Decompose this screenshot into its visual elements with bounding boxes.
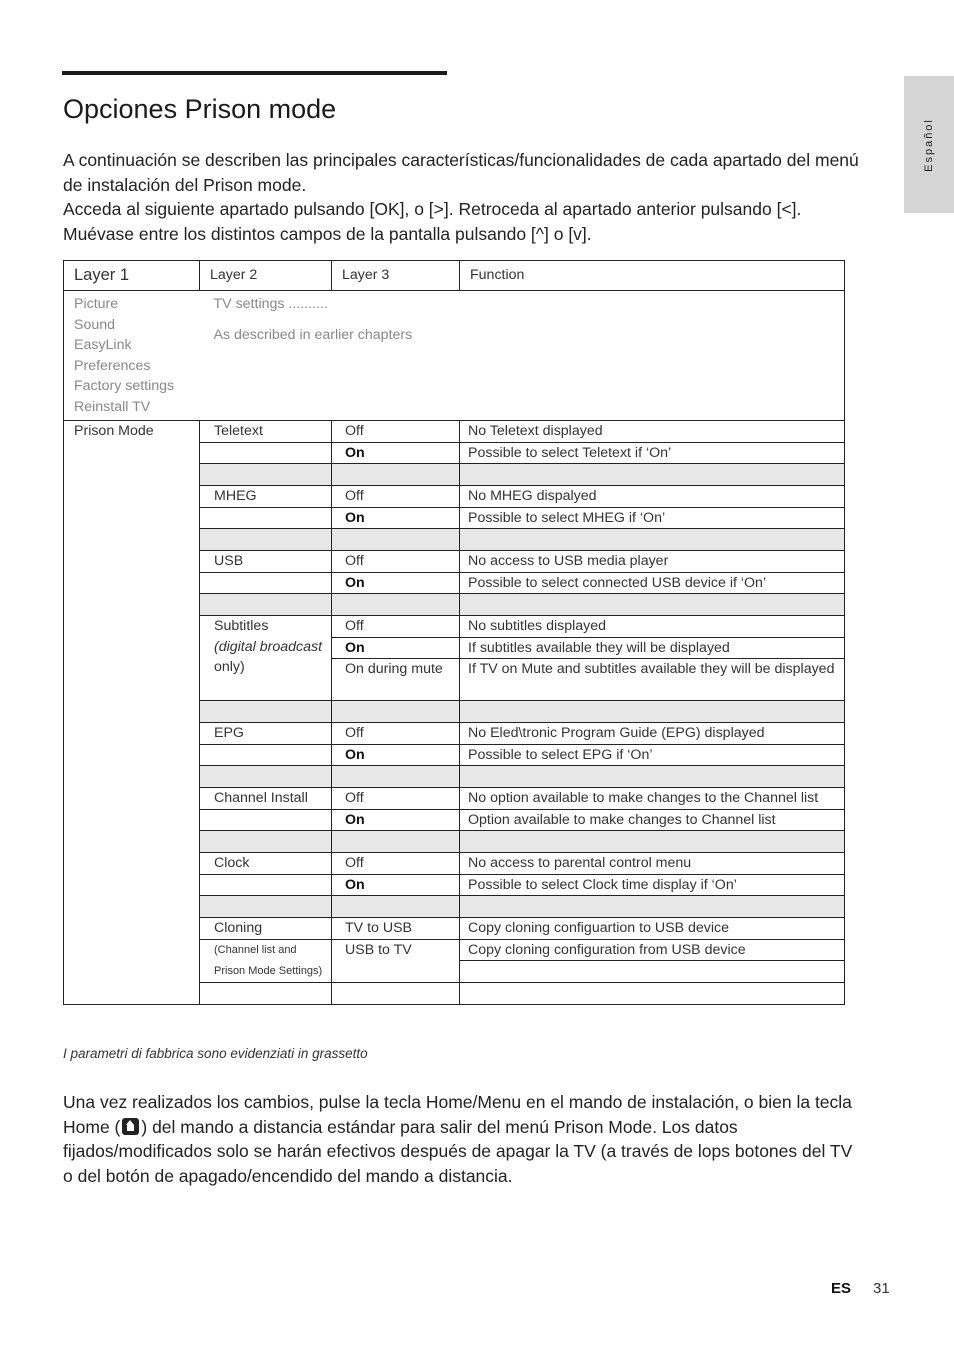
language-tab-label: Español <box>923 117 935 172</box>
usb-label: USB <box>200 551 332 573</box>
cloning-usb-to-tv-fn: Copy cloning configuration from USB device <box>460 939 845 961</box>
language-tab <box>904 76 954 213</box>
table-caption: I parametri di fabbrica sono evidenziati in grassetto <box>63 1046 368 1061</box>
tv-settings-desc <box>200 291 845 421</box>
teletext-on: On <box>345 444 365 461</box>
teletext-off: Off <box>332 421 460 443</box>
home-icon <box>122 1118 139 1135</box>
table-row <box>64 421 845 443</box>
mheg-off: Off <box>332 486 460 508</box>
clock-off-fn: No access to parental control menu <box>460 853 845 875</box>
top-rule <box>62 71 447 75</box>
epg-off-fn: No Eled\tronic Program Guide (EPG) displayed <box>460 723 845 745</box>
table-header-row <box>64 261 845 291</box>
teletext-label: Teletext <box>200 421 332 443</box>
language-code: ES <box>831 1280 852 1297</box>
intro-paragraph-2: Acceda al siguiente apartado pulsando [OK], o [>]. Retroceda al apartado anterior pulsando [<]. Muévase entre los distintos campos de la pantalla pulsando [^] o [v]. <box>63 199 802 244</box>
subtitles-off-fn: No subtitles displayed <box>460 616 845 638</box>
channel-install-off: Off <box>332 788 460 810</box>
page-number: 31 <box>873 1280 890 1297</box>
epg-on-fn: Possible to select EPG if ‘On’ <box>460 744 845 766</box>
channel-install-off-fn: No option available to make changes to the Channel list <box>460 788 845 810</box>
subtitles-mute-fn: If TV on Mute and subtitles available they will be displayed <box>460 659 845 701</box>
cloning-label: Cloning <box>200 918 332 940</box>
prison-mode-table <box>63 260 845 1005</box>
subtitles-note: (digital broadcast <box>214 638 323 655</box>
subtitles-on-fn: If subtitles available they will be displayed <box>460 637 845 659</box>
list-item: Sound <box>74 316 116 333</box>
cloning-note-1: (Channel list and <box>214 943 297 956</box>
clock-label: Clock <box>200 853 332 875</box>
page-title: Opciones Prison mode <box>63 94 337 124</box>
tv-menu-items <box>64 291 200 421</box>
epg-off: Off <box>332 723 460 745</box>
intro <box>63 148 863 246</box>
clock-off: Off <box>332 853 460 875</box>
subtitles-off: Off <box>332 616 460 638</box>
mheg-off-fn: No MHEG dispalyed <box>460 486 845 508</box>
channel-install-on: On <box>345 811 365 828</box>
subtitles-on: On <box>345 639 365 656</box>
cloning-usb-to-tv: USB to TV <box>332 939 460 983</box>
prison-mode-label: Prison Mode <box>64 421 200 1005</box>
list-item: Factory settings <box>74 378 175 394</box>
usb-off-fn: No access to USB media player <box>460 551 845 573</box>
usb-on-fn: Possible to select connected USB device if ‘On’ <box>460 572 845 594</box>
header-layer-2: Layer 2 <box>200 261 332 291</box>
cloning-note-2: Prison Mode Settings) <box>214 964 323 977</box>
tv-settings-note: As described in earlier chapters <box>213 326 413 343</box>
outro-text-1: Una vez realizados los cambios, pulse la tecla Home/Menu en el mando de instalación, o bien la tecla Home ( <box>63 1092 852 1137</box>
epg-label: EPG <box>200 723 332 745</box>
channel-install-on-fn: Option available to make changes to Channel list <box>460 809 845 831</box>
list-item: Reinstall TV <box>74 398 151 415</box>
epg-on: On <box>345 746 365 763</box>
list-item: Picture <box>74 296 119 312</box>
tv-settings-row <box>64 291 845 421</box>
list-item: Preferences <box>74 357 151 374</box>
mheg-on: On <box>345 509 365 526</box>
header-layer-3: Layer 3 <box>332 261 460 291</box>
outro-text-2: ) del mando a distancia estándar para salir del menú Prison Mode. Los datos fijados/modificados solo se harán efectivos después de apagar la TV (a través de lops botones del TV o del botón de apagado/encendido del mando a distancia. <box>63 1116 853 1186</box>
cloning-note-cell <box>200 939 332 983</box>
intro-paragraph-1: A continuación se describen las principales características/funcionalidades de cada apartado del menú de instalación del Prison mode. <box>63 150 859 195</box>
subtitles-note-2: only) <box>214 659 245 675</box>
mheg-label: MHEG <box>200 486 332 508</box>
cloning-tv-to-usb-fn: Copy cloning configuartion to USB device <box>460 918 845 940</box>
mheg-on-fn: Possible to select MHEG if ‘On’ <box>460 507 845 529</box>
usb-on: On <box>345 574 365 591</box>
header-function: Function <box>460 261 845 291</box>
clock-on-fn: Possible to select Clock time display if ‘On’ <box>460 874 845 896</box>
subtitles-label-cell <box>200 616 332 701</box>
tv-settings-label: TV settings .......... <box>213 296 328 312</box>
channel-install-label: Channel Install <box>200 788 332 810</box>
subtitles-mute: On during mute <box>332 659 460 701</box>
usb-off: Off <box>332 551 460 573</box>
header-layer-1: Layer 1 <box>64 261 200 291</box>
cloning-tv-to-usb: TV to USB <box>332 918 460 940</box>
outro <box>63 1090 853 1188</box>
list-item: EasyLink <box>74 337 132 353</box>
teletext-on-fn: Possible to select Teletext if ‘On’ <box>460 442 845 464</box>
teletext-off-fn: No Teletext displayed <box>460 421 845 443</box>
clock-on: On <box>345 876 365 893</box>
subtitles-label: Subtitles <box>214 618 269 634</box>
